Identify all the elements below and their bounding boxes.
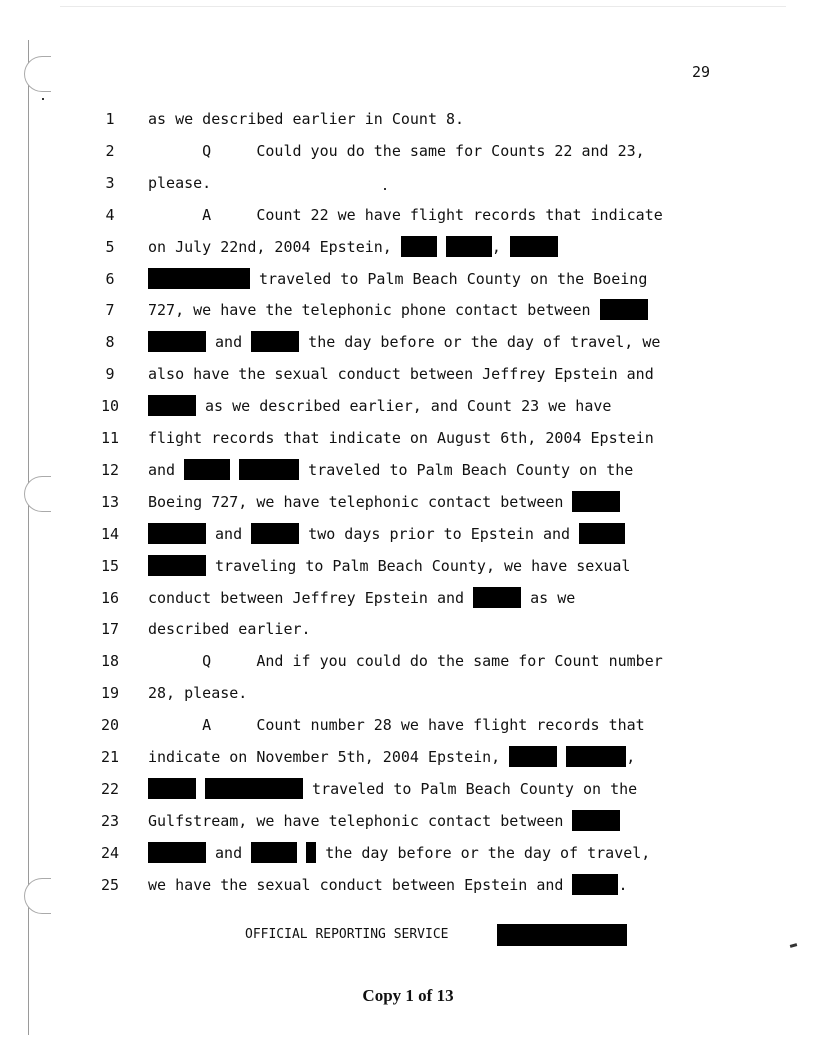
line-text-segment [196,780,205,798]
redaction-bar [446,236,492,257]
line-number: 11 [100,429,120,447]
line-text-segment: the day before or the day of travel, we [299,333,661,352]
line-number: 25 [100,875,120,894]
transcript-line [95,618,735,640]
redaction-bar [401,236,437,257]
redaction-bar [306,842,316,863]
footer-label: OFFICIAL REPORTING SERVICE [245,927,449,942]
line-text-segment: flight records that indicate on August 6th, 2004 Epstein [148,429,654,447]
line-text [148,714,645,736]
redaction-bar [473,587,521,608]
line-text-segment: please. [148,173,212,192]
transcript-line [95,842,735,864]
line-number: 4 [105,205,115,224]
line-text [148,395,611,417]
line-text-segment: . [618,875,628,894]
line-text-segment: Q And if you could do the same for Count number [148,652,663,671]
redaction-bar [148,555,206,576]
line-text [148,778,637,800]
line-number: 13 [100,492,120,511]
line-text-segment: , [626,748,636,766]
line-text [148,459,633,481]
redaction-bar [148,395,196,416]
line-text-segment: A Count number 28 we have flight records that [148,716,645,735]
redaction-bar [510,236,558,257]
redaction-bar [184,459,230,480]
line-number: 9 [105,365,115,384]
line-text [148,491,620,513]
line-text-segment: A Count 22 we have flight records that indicate [148,205,663,224]
line-text [148,108,464,130]
line-text [148,523,625,545]
redaction-bar [509,746,557,767]
line-text-segment: and [148,460,185,479]
redaction-bar [572,874,618,895]
line-text-segment [297,844,306,862]
line-text [148,363,654,385]
redaction-bar [205,778,303,799]
copy-label: Copy 1 of 13 [362,986,454,1005]
redaction-bar [148,268,250,289]
line-text-segment [230,461,239,479]
line-number: 24 [100,843,120,862]
transcript-line [95,459,735,481]
redaction-bar [251,842,297,863]
transcript-line [95,395,735,417]
line-text-segment: 727, we have the telephonic phone contact between [148,301,600,320]
line-text-segment: Q Could you do the same for Counts 22 and 23, [148,141,645,160]
line-number: 14 [100,524,120,543]
transcript-line [95,587,735,609]
redaction-bar [148,842,206,863]
line-text [148,874,627,896]
transcript-line [95,299,735,321]
line-text-segment: the day before or the day of travel, [316,843,651,862]
line-text-segment: traveled to Palm Beach County on the [303,779,638,798]
line-text-segment: indicate on November 5th, 2004 Epstein, [148,748,510,766]
line-text-segment: described earlier. [148,620,311,639]
redaction-bar [600,299,648,320]
line-text [148,650,663,672]
line-number: 15 [100,556,120,575]
line-text [148,140,645,162]
line-number: 21 [100,748,120,766]
redaction-bar [148,778,196,799]
line-text-segment: conduct between Jeffrey Epstein and [148,588,474,607]
line-text [148,331,660,353]
redaction-bar [566,746,626,767]
line-text-segment: Boeing 727, we have telephonic contact between [148,492,573,511]
transcript-line [95,874,735,896]
transcript-line [95,523,735,545]
transcript-line [95,778,735,800]
transcript-line [95,140,735,162]
redaction-bar [148,331,206,352]
line-text-segment: traveling to Palm Beach County, we have sexual [206,556,631,575]
redaction-bar [572,810,620,831]
line-text-segment: Gulfstream, we have telephonic contact between [148,811,573,830]
line-text-segment [437,238,446,256]
transcript-line [95,491,735,513]
redaction-bar [251,523,299,544]
line-text [148,299,648,321]
transcript-line [95,172,735,194]
line-text [148,842,650,864]
line-text-segment: as we described earlier, and Count 23 we have [196,397,612,416]
line-text-segment: , [491,237,510,256]
line-number: 16 [100,588,120,607]
transcript-line [95,236,735,258]
transcript-line [95,363,735,385]
transcript-line [95,268,735,290]
transcript-line [95,108,735,130]
line-number: 20 [100,716,120,735]
line-number: 12 [100,460,120,479]
redaction-bar [251,331,299,352]
line-text-segment: traveled to Palm Beach County on the [299,460,634,479]
line-number: 18 [100,652,120,671]
redaction-bar [239,459,299,480]
line-text-segment: as we described earlier in Count 8. [148,110,465,128]
line-number: 23 [100,811,120,830]
line-number: 22 [100,779,120,798]
line-text [148,587,575,609]
line-text-segment: on July 22nd, 2004 Epstein, [148,237,401,256]
redaction-bar [148,523,206,544]
transcript-line [95,555,735,577]
transcript-line [95,427,735,449]
line-text [148,236,558,258]
line-text-segment: as we [521,588,576,607]
transcript-line [95,331,735,353]
line-text [148,268,647,290]
line-number: 10 [100,397,120,416]
line-number: 7 [105,301,115,320]
line-text [148,555,630,577]
line-text-segment: and [206,333,252,352]
redaction-bar [579,523,625,544]
line-text-segment: also have the sexual conduct between Jeffrey Epstein and [148,365,654,384]
line-text-segment: traveled to Palm Beach County on the Boeing [250,269,648,288]
line-text [148,746,635,768]
line-text [148,682,247,704]
transcript-line [95,810,735,832]
line-number: 2 [105,141,115,160]
transcript-line [95,650,735,672]
line-number: 8 [105,333,115,352]
transcript-line [95,682,735,704]
line-text-segment: we have the sexual conduct between Epstein and [148,875,573,894]
page-number: 29 [691,63,710,81]
line-text-segment [557,748,566,766]
line-number: 19 [100,684,120,703]
line-text-segment: 28, please. [148,684,248,703]
line-text [148,618,311,640]
transcript-line [95,714,735,736]
line-number: 17 [100,620,120,639]
transcript-line [95,204,735,226]
line-text [148,810,620,832]
redaction-bar [497,924,627,946]
line-text [148,204,663,226]
line-number: 3 [105,173,115,192]
redaction-bar [572,491,620,512]
line-text [148,427,654,449]
line-number: 1 [105,110,115,128]
line-text-segment: and [206,843,252,862]
line-number: 5 [105,237,115,256]
transcript-line [95,746,735,768]
line-text [148,172,211,194]
line-text-segment: two days prior to Epstein and [299,524,580,543]
line-text-segment: and [206,524,252,543]
line-number: 6 [105,269,115,288]
